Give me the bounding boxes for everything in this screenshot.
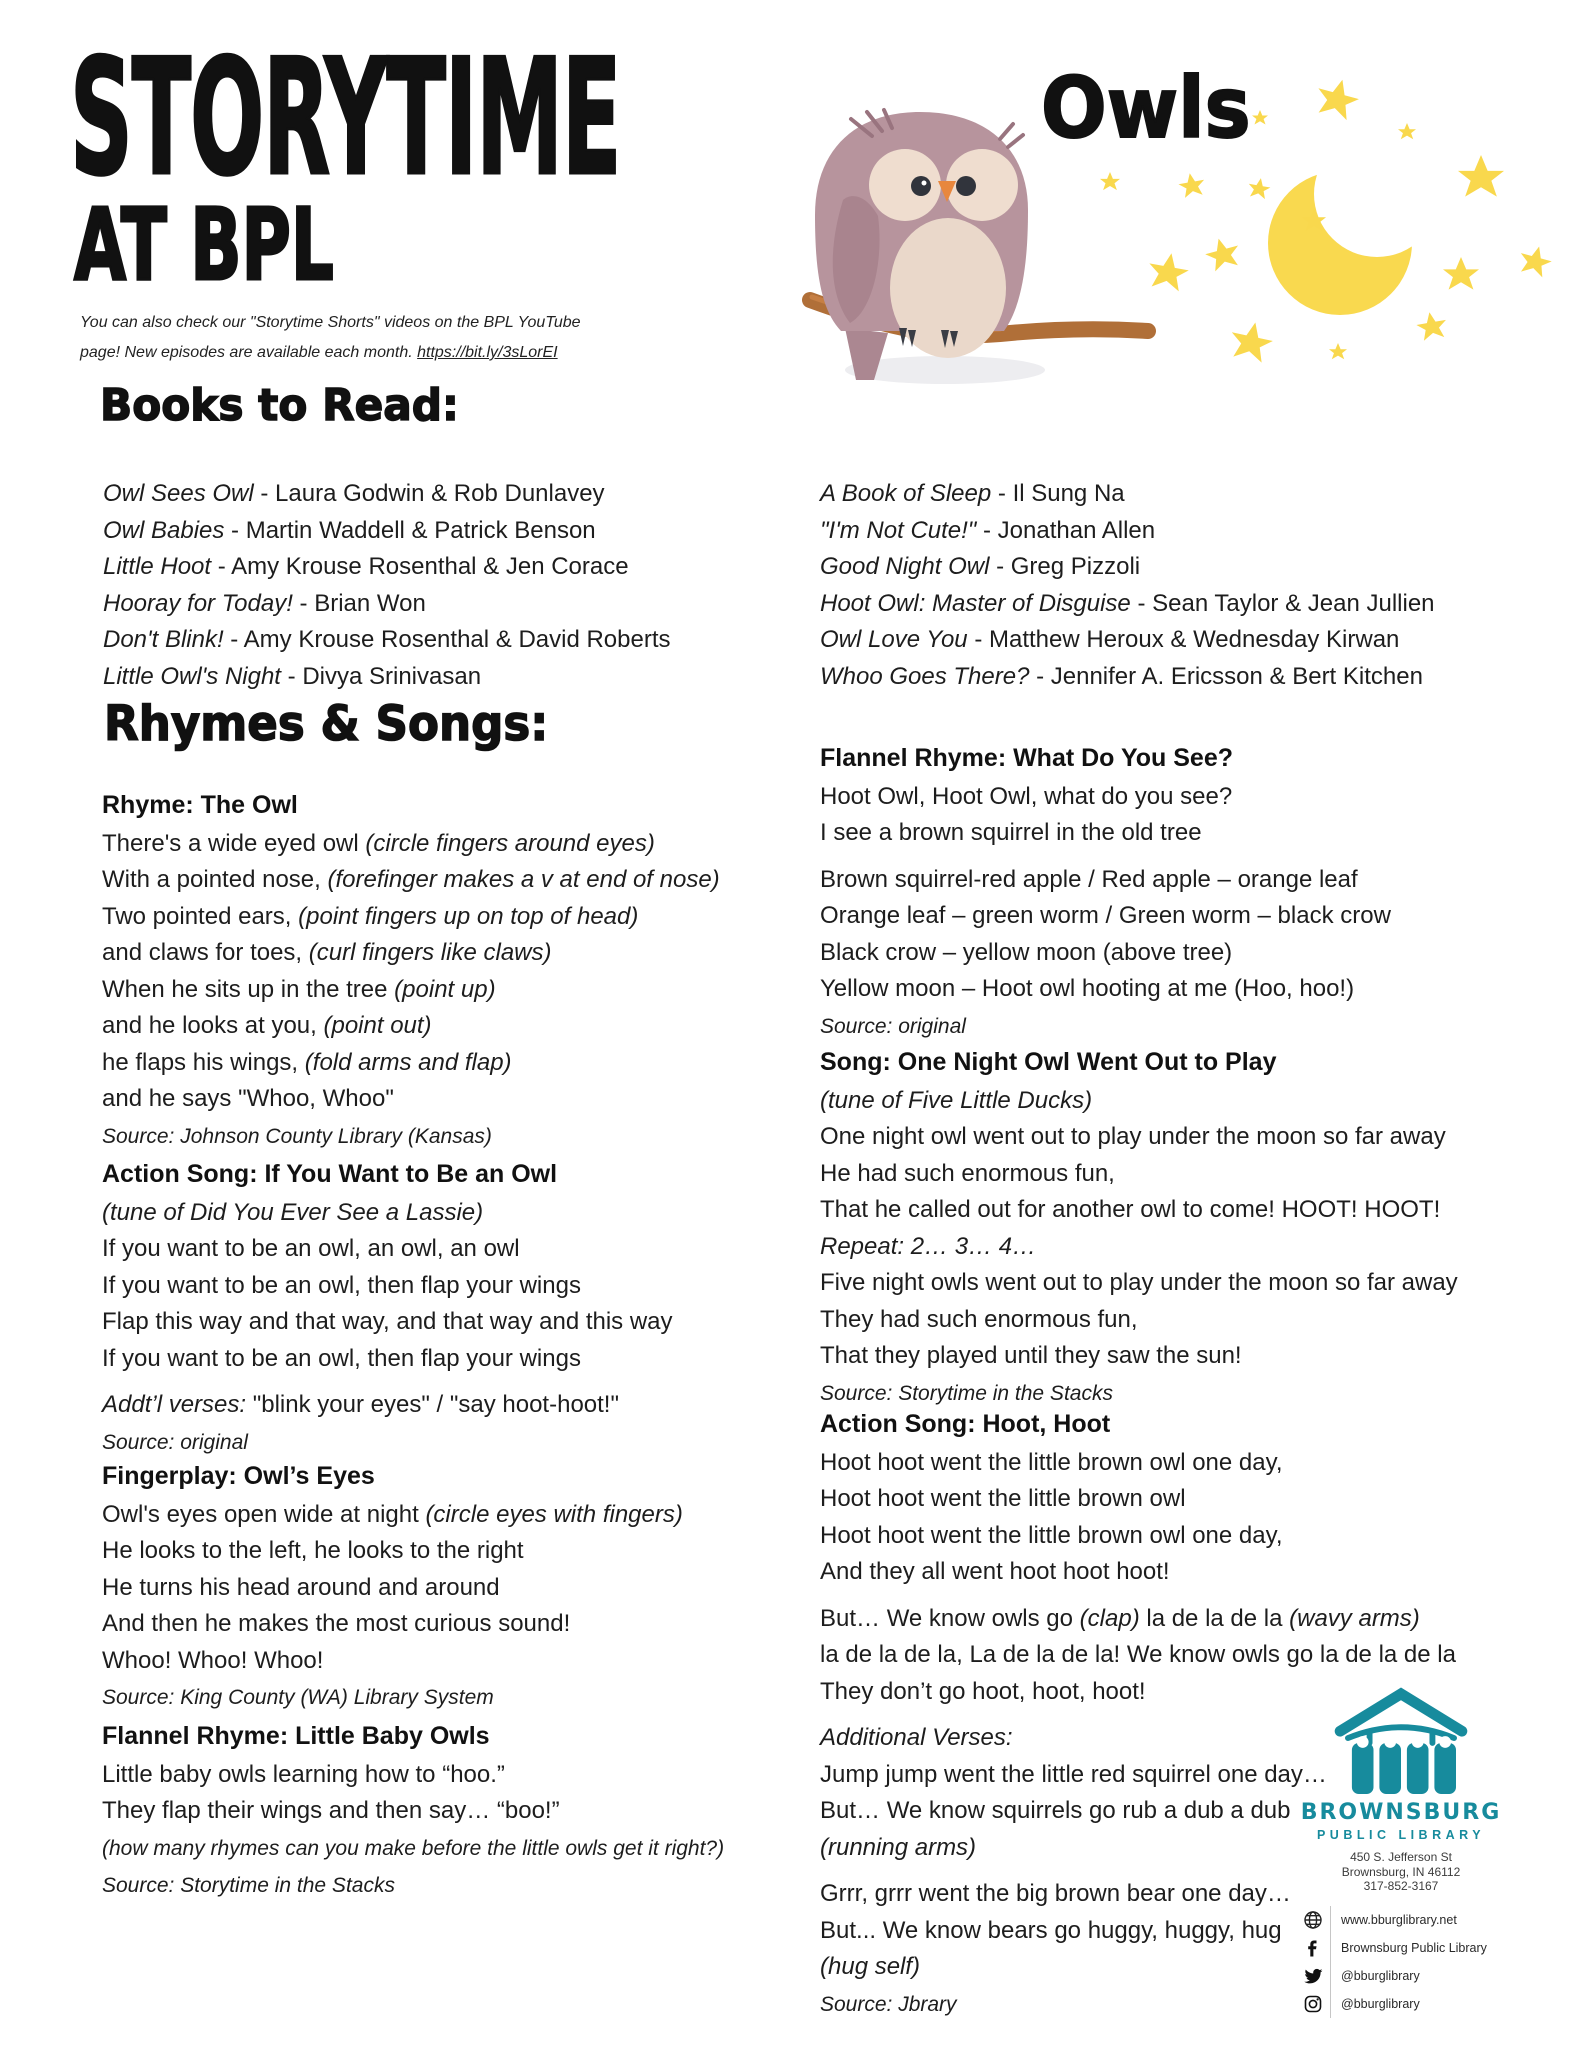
rhyme-line [820,1601,1456,1638]
text-segment: Source: Storytime in the Stacks [820,1381,1113,1405]
rhyme-section [102,1156,673,1471]
rhyme-line [102,1341,673,1378]
text-segment: - Brian Won [292,589,426,617]
text-segment: Addt’l verses: [102,1391,247,1418]
text-segment: (forefinger makes a v at end of nose) [327,866,720,893]
text-segment: He looks to the left, he looks to the right [102,1537,524,1564]
rhyme-line [820,1338,1458,1375]
text-segment: Black crow – yellow moon (above tree) [820,938,1233,966]
text-segment: (running arms) [820,1833,977,1861]
rhyme-paragraph [820,862,1391,1046]
facebook-row [1300,1934,1514,1962]
rhyme-line [820,935,1391,972]
text-segment: - Jennifer A. Ericsson & Bert Kitchen [1029,662,1423,690]
instagram-handle: @bburglibrary [1330,1990,1420,2018]
rhyme-line [820,898,1391,935]
text-segment: One night owl went out to play under the moon so far away [820,1123,1446,1150]
rhyme-paragraph [102,1387,673,1461]
text-segment: That they played until they saw the sun! [820,1342,1242,1369]
text-segment: he flaps his wings, [102,1048,305,1076]
text-segment: Owl's eyes open wide at night [102,1500,426,1528]
text-segment: I see a brown squirrel in the old tree [820,819,1202,846]
rhyme-line [820,779,1391,816]
text-segment: and he says "Whoo, Whoo" [102,1085,394,1112]
rhyme-line [102,1268,673,1305]
page-title: STORYTIME [70,24,621,211]
text-segment: A Book of Sleep [820,480,992,507]
globe-icon [1300,1910,1326,1930]
text-segment: Hoot Owl, Hoot Owl, what do you see? [820,782,1233,810]
rhyme-line [102,1424,673,1462]
page-subtitle: AT BPL [74,188,334,303]
text-segment: If you want to be an owl, an owl, an owl [102,1235,520,1262]
text-segment: Don't Blink! [103,626,224,653]
rhyme-section-title: Action Song: If You Want to Be an Owl [102,1160,558,1188]
text-segment: Hooray for Today! [103,589,293,617]
text-segment: - Sean Taylor & Jean Jullien [1130,589,1435,617]
rhyme-line [102,1533,683,1570]
text-segment: la de la de la [1139,1604,1290,1632]
library-logo-icon [1331,1686,1471,1796]
text-segment: - Jonathan Allen [976,516,1156,544]
books-heading: Books to Read: [100,380,459,431]
rhyme-line [820,1119,1458,1156]
twitter-icon [1300,1966,1326,1986]
rhyme-line [820,1637,1456,1674]
rhyme-section-title: Action Song: Hoot, Hoot [820,1410,1111,1438]
text-segment: - Matthew Heroux & Wednesday Kirwan [967,626,1400,653]
text-segment: Repeat: 2… 3… 4… [820,1232,1037,1260]
rhyme-line [820,1229,1458,1266]
text-segment: (curl fingers like claws) [308,939,552,966]
text-segment: Source: original [102,1430,248,1454]
facebook-icon [1300,1938,1326,1958]
text-segment: (circle eyes with fingers) [425,1500,683,1528]
text-segment: Owl Babies [103,516,225,544]
text-segment: - Amy Krouse Rosenthal & Jen Corace [211,553,629,580]
rhyme-line [102,1081,720,1118]
rhyme-line [102,1387,673,1424]
text-segment: Additional Verses: [820,1724,1013,1751]
rhyme-section [102,1718,724,1915]
rhyme-line [820,1302,1458,1339]
website-url: www.bburglibrary.net [1330,1906,1457,1934]
rhymes-column-left [102,0,802,2047]
rhyme-paragraph [102,826,720,1156]
text-segment: He had such enormous fun, [820,1159,1115,1187]
twitter-handle: @bburglibrary [1330,1962,1420,1990]
text-segment: (tune of Five Little Ducks) [820,1086,1093,1114]
text-segment: (circle fingers around eyes) [365,829,655,857]
text-segment: - Martin Waddell & Patrick Benson [224,516,596,544]
rhyme-line [102,862,720,899]
rhyme-line [820,1481,1456,1518]
text-segment: la de la de la, La de la de la! We know owls go la de la de la [820,1641,1456,1668]
rhyme-line [820,1083,1458,1120]
rhyme-line [102,1757,724,1794]
rhyme-line [820,862,1391,899]
text-segment: And they all went hoot hoot hoot! [820,1558,1170,1585]
text-segment: Jump jump went the little red squirrel one day… [820,1760,1327,1788]
text-segment: When he sits up in the tree [102,975,395,1003]
text-segment: Owl Sees Owl [103,480,254,507]
rhyme-line [102,1830,724,1868]
intro-line-1: You can also check our "Storytime Shorts" videos on the BPL YouTube [80,314,581,331]
text-segment: Yellow moon – Hoot owl hooting at me (Hoo, hoo!) [820,975,1355,1002]
rhyme-section [102,1458,683,1727]
text-segment: "blink your eyes" / "say hoot-hoot!" [246,1391,619,1418]
twitter-row [1300,1962,1514,1990]
rhyme-section [820,1044,1458,1422]
rhyme-line [102,1118,720,1156]
rhyme-section-title: Song: One Night Owl Went Out to Play [820,1048,1277,1076]
rhymes-heading: Rhymes & Songs: [104,696,549,752]
text-segment: (hug self) [820,1953,921,1980]
rhyme-line [102,935,720,972]
library-footer [1288,1686,1514,2018]
facebook-name: Brownsburg Public Library [1330,1934,1487,1962]
text-segment: Source: Johnson County Library (Kansas) [102,1124,492,1148]
text-segment: Grrr, grrr went the big brown bear one day… [820,1880,1291,1907]
rhyme-section-title: Flannel Rhyme: Little Baby Owls [102,1722,490,1750]
library-address [1288,1850,1514,1894]
youtube-link[interactable]: https://bit.ly/3sLorEI [417,344,558,361]
text-segment: Source: Storytime in the Stacks [102,1874,395,1897]
text-segment: With a pointed nose, [102,866,328,893]
rhyme-line [102,1643,683,1680]
text-segment: Good Night Owl [820,553,990,580]
text-segment: If you want to be an owl, then flap your wings [102,1271,581,1299]
text-segment: Little Hoot [103,553,212,580]
library-name: BROWNSBURG [1300,1800,1502,1825]
rhyme-paragraph [102,1195,673,1378]
text-segment: (tune of Did You Ever See a Lassie) [102,1198,484,1226]
text-segment: Little Owl's Night [103,662,281,690]
rhyme-line [102,1231,673,1268]
text-segment: Hoot Owl: Master of Disguise [820,589,1131,617]
text-segment: There's a wide eyed owl [102,829,366,857]
text-segment: (how many rhymes can you make before the little owls get it right?) [102,1836,725,1860]
text-segment: Source: original [820,1014,966,1038]
text-segment: Little baby owls learning how to “hoo.” [102,1760,505,1788]
rhyme-line [820,1554,1456,1591]
text-segment: - Laura Godwin & Rob Dunlavey [253,480,605,507]
text-segment: But... We know bears go huggy, huggy, hug [820,1916,1282,1944]
address-line-1: 450 S. Jefferson St [1350,1850,1452,1864]
phone-number: 317-852-3167 [1363,1879,1439,1893]
rhyme-paragraph [820,779,1391,852]
website-row [1300,1906,1514,1934]
text-segment: Flap this way and that way, and that way and this way [102,1308,673,1335]
text-segment: and he looks at you, [102,1012,324,1039]
rhyme-section [102,787,720,1165]
rhyme-line [820,1192,1458,1229]
text-segment: Hoot hoot went the little brown owl one day, [820,1448,1283,1476]
text-segment: - Divya Srinivasan [280,662,482,690]
text-segment: - Il Sung Na [991,480,1125,507]
text-segment: (clap) [1079,1604,1140,1632]
text-segment: He turns his head around and around [102,1573,500,1601]
text-segment: "I'm Not Cute!" [820,516,977,544]
rhyme-line [102,1679,683,1717]
rhyme-line [820,971,1391,1008]
rhyme-section [820,740,1391,1055]
text-segment: Hoot hoot went the little brown owl one day, [820,1521,1283,1549]
text-segment: Whoo Goes There? [820,662,1030,690]
rhyme-line [820,1156,1458,1193]
text-segment: Whoo! Whoo! Whoo! [102,1646,324,1674]
rhyme-paragraph [820,1445,1456,1591]
rhyme-line [820,815,1391,852]
text-segment: But… We know owls go [820,1604,1080,1632]
rhyme-line [102,1195,673,1232]
text-segment: Orange leaf – green worm / Green worm – black crow [820,902,1391,929]
rhyme-line [102,826,720,863]
text-segment: and claws for toes, [102,939,309,966]
rhyme-section-title: Rhyme: The Owl [102,791,298,819]
text-segment: (point up) [394,975,496,1003]
text-segment: Brown squirrel-red apple / Red apple – orange leaf [820,865,1358,893]
text-segment: If you want to be an owl, then flap your wings [102,1344,581,1372]
rhyme-section-title: Flannel Rhyme: What Do You See? [820,744,1234,772]
text-segment: (point fingers up on top of head) [298,902,639,930]
rhyme-section-title: Fingerplay: Owl’s Eyes [102,1462,375,1490]
rhyme-line [820,1008,1391,1046]
rhyme-line [102,1497,683,1534]
text-segment: That he called out for another owl to come! HOOT! HOOT! [820,1196,1441,1223]
theme-title: Owls [1041,59,1251,157]
rhyme-line [102,899,720,936]
rhyme-paragraph [102,1757,724,1905]
text-segment: - Greg Pizzoli [989,553,1141,580]
text-segment: They don’t go hoot, hoot, hoot! [820,1677,1146,1705]
rhyme-line [102,1304,673,1341]
text-segment: Owl Love You [820,626,968,653]
instagram-row [1300,1990,1514,2018]
instagram-icon [1300,1994,1326,2014]
rhyme-line [820,1445,1456,1482]
text-segment: They had such enormous fun, [820,1305,1138,1333]
text-segment: (wavy arms) [1289,1604,1420,1632]
text-segment: (point out) [323,1012,432,1039]
rhyme-line [820,1265,1458,1302]
text-segment: But… We know squirrels go rub a dub a dub [820,1797,1291,1824]
rhyme-line [102,1570,683,1607]
intro-line-2-text: page! New episodes are available each month. [80,344,418,361]
text-segment: (fold arms and flap) [304,1048,512,1076]
rhyme-line [102,1606,683,1643]
text-segment: Source: Jbrary [820,1992,957,2016]
rhyme-line [102,1008,720,1045]
rhyme-paragraph [102,1497,683,1717]
text-segment: Five night owls went out to play under the moon so far away [820,1269,1458,1296]
rhyme-paragraph [820,1083,1458,1413]
rhyme-line [102,972,720,1009]
text-segment: - Amy Krouse Rosenthal & David Roberts [223,626,671,653]
rhyme-line [102,1045,720,1082]
address-line-2: Brownsburg, IN 46112 [1341,1864,1461,1879]
social-links [1288,1906,1514,2018]
text-segment: They flap their wings and then say… “boo!” [102,1797,560,1824]
rhyme-line [820,1518,1456,1555]
rhyme-line [102,1867,724,1905]
text-segment: Source: King County (WA) Library System [102,1686,494,1709]
text-segment: And then he makes the most curious sound! [102,1610,571,1637]
text-segment: Two pointed ears, [102,902,299,930]
rhyme-line [102,1793,724,1830]
text-segment: Hoot hoot went the little brown owl [820,1485,1186,1512]
library-subtitle: PUBLIC LIBRARY [1316,1828,1486,1842]
